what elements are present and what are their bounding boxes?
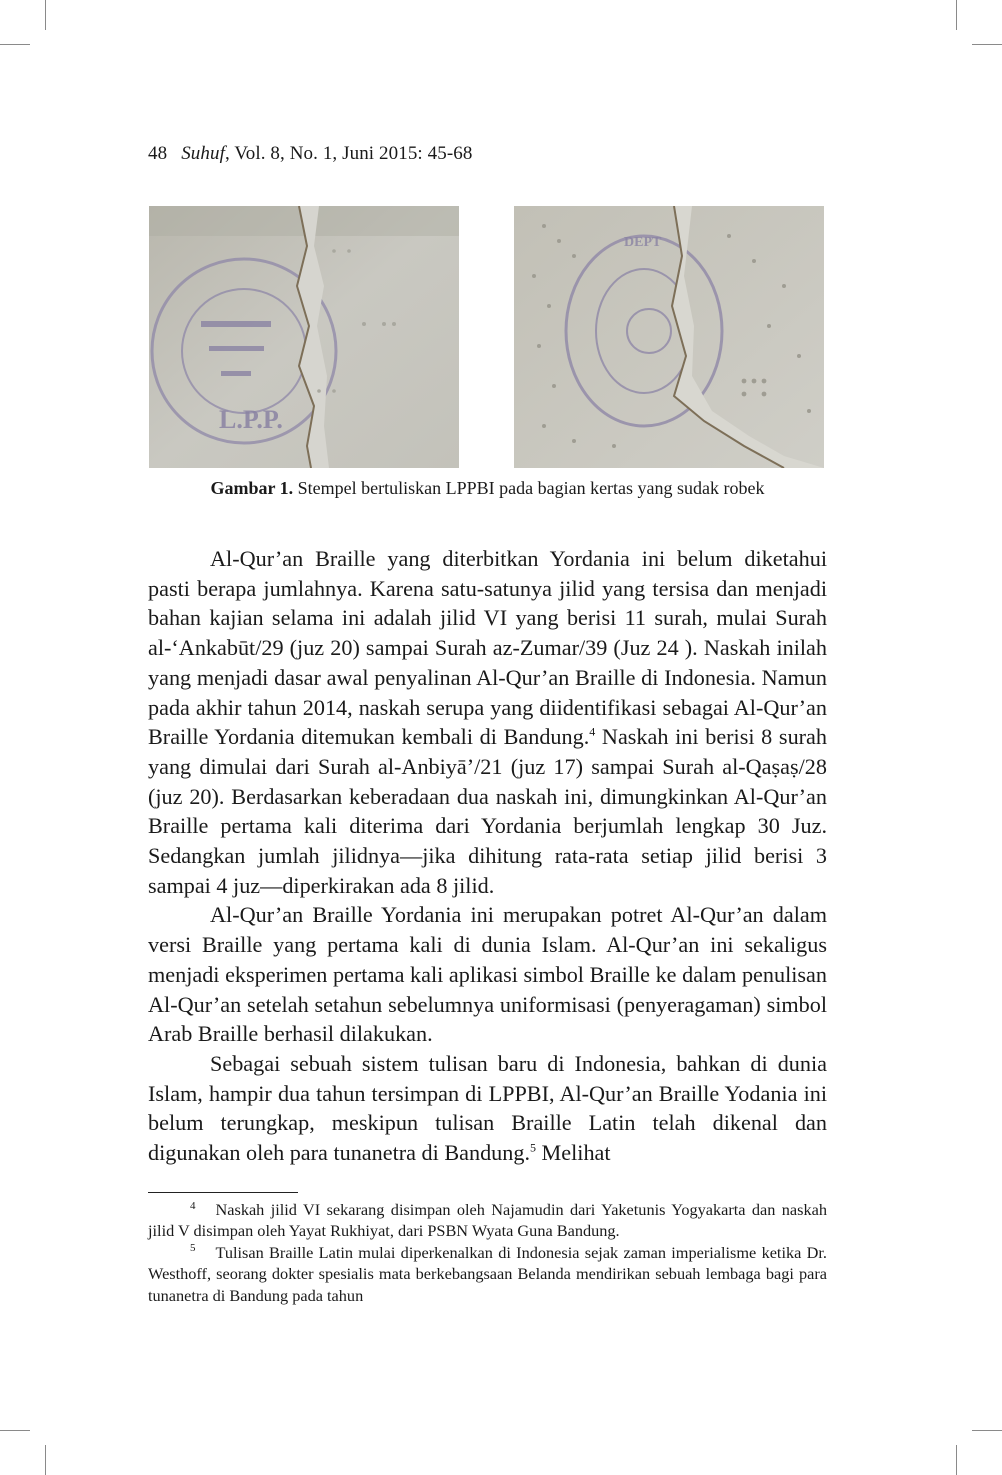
crop-mark	[972, 1430, 1002, 1431]
paragraph-text: Melihat	[536, 1140, 611, 1166]
figure-caption	[148, 478, 827, 499]
crop-mark	[0, 1430, 30, 1431]
crop-mark	[45, 0, 46, 30]
paragraph	[148, 544, 827, 900]
paragraph-text: Naskah ini berisi 8 surah yang dimulai dari Surah al-Anbiyā’/21 (juz 17) sampai Surah al-Qaṣaṣ/28 (juz 20). Berdasarkan keberadaan dua naskah ini, dimungkinkan Al-Qur’an Braille pertama kali diterima dari Yordania berjumlah lengkap 30 Juz. Sedangkan jumlah jilidnya—jika dihitung rata-rata setiap jilid berisi 3 sampai 4 juz—diperkirakan ada 8 jilid.	[148, 724, 827, 898]
journal-issue: , Vol. 8, No. 1, Juni 2015: 45-68	[224, 143, 473, 164]
footnote	[148, 1242, 827, 1306]
footnote-ref[interactable]: 4	[589, 724, 596, 739]
stamp-text: DEPT	[624, 235, 662, 250]
crop-mark	[45, 1445, 46, 1475]
footnote-ref[interactable]: 5	[530, 1140, 536, 1155]
footnote-number: 4	[190, 1199, 196, 1212]
crop-mark	[956, 0, 957, 30]
footnote	[148, 1199, 827, 1242]
footnote-text: Naskah jilid VI sekarang disimpan oleh Najamudin dari Yaketunis Yogyakarta dan naskah jilid V disimpan oleh Yayat Rukhiyat, dari PSBN Wyata Guna Bandung.	[148, 1200, 827, 1241]
journal-title: Suhuf	[181, 143, 225, 164]
figure-photo-right	[514, 206, 824, 468]
paragraph: Al-Qur’an Braille Yordania ini merupakan potret Al-Qur’an dalam versi Braille yang pertama kali di dunia Islam. Al-Qur’an ini sekaligus menjadi eksperimen pertama kali aplikasi simbol Braille ke dalam penulisan Al-Qur’an setelah setahun sebelumnya uniformisasi (penyeragaman) simbol Arab Braille berhasil dilakukan.	[148, 902, 827, 1047]
paragraph-text: Al-Qur’an Braille yang diterbitkan Yordania ini belum diketahui pasti berapa jumlahnya. Karena satu-satunya jilid yang tersisa dan menjadi bahan kajian selama ini adalah jilid VI yang berisi 11 surah, mulai Surah al-‘Ankabūt/29 (juz 20) sampai Surah az-Zumar/39 (Juz 24 ). Naskah inilah yang menjadi dasar awal penyalinan Al-Qur’an Braille di Indonesia. Namun pada akhir tahun 2014, naskah serupa yang diidentifikasi sebagai Al-Qur’an Braille Yordania ditemukan kembali di Bandung.	[148, 546, 827, 750]
crop-mark	[956, 1445, 957, 1475]
footnote-divider	[148, 1192, 298, 1193]
figure-photo-left	[149, 206, 459, 468]
crop-mark	[0, 44, 30, 45]
page-number: 48	[148, 143, 168, 164]
running-head	[148, 143, 473, 165]
paragraph-text: Sebagai sebuah sistem tulisan baru di Indonesia, bahkan di dunia Islam, hampir dua tahun tersimpan di LPPBI, Al-Qur’an Braille Yodania ini belum terungkap, meskipun tulisan Braille Latin telah dikenal dan digunakan oleh para tunanetra di Bandung.	[148, 1050, 827, 1166]
crop-mark	[972, 44, 1002, 45]
footnote-number: 5	[190, 1242, 196, 1255]
body-text	[148, 544, 827, 1168]
footnotes	[148, 1199, 827, 1306]
figure-caption-text: Stempel bertuliskan LPPBI pada bagian kertas yang sudak robek	[293, 478, 765, 498]
paragraph	[148, 1049, 827, 1168]
figure-label: Gambar 1.	[210, 478, 294, 498]
footnote-text: Tulisan Braille Latin mulai diperkenalkan di Indonesia sejak zaman imperialisme ketika Dr. Westhoff, seorang dokter spesialis mata berkebangsaan Belanda mendirikan sebuah lembaga bagi para tunanetra di Bandung pada tahun	[148, 1242, 827, 1305]
stamp-text: L.P.P.	[219, 405, 283, 434]
